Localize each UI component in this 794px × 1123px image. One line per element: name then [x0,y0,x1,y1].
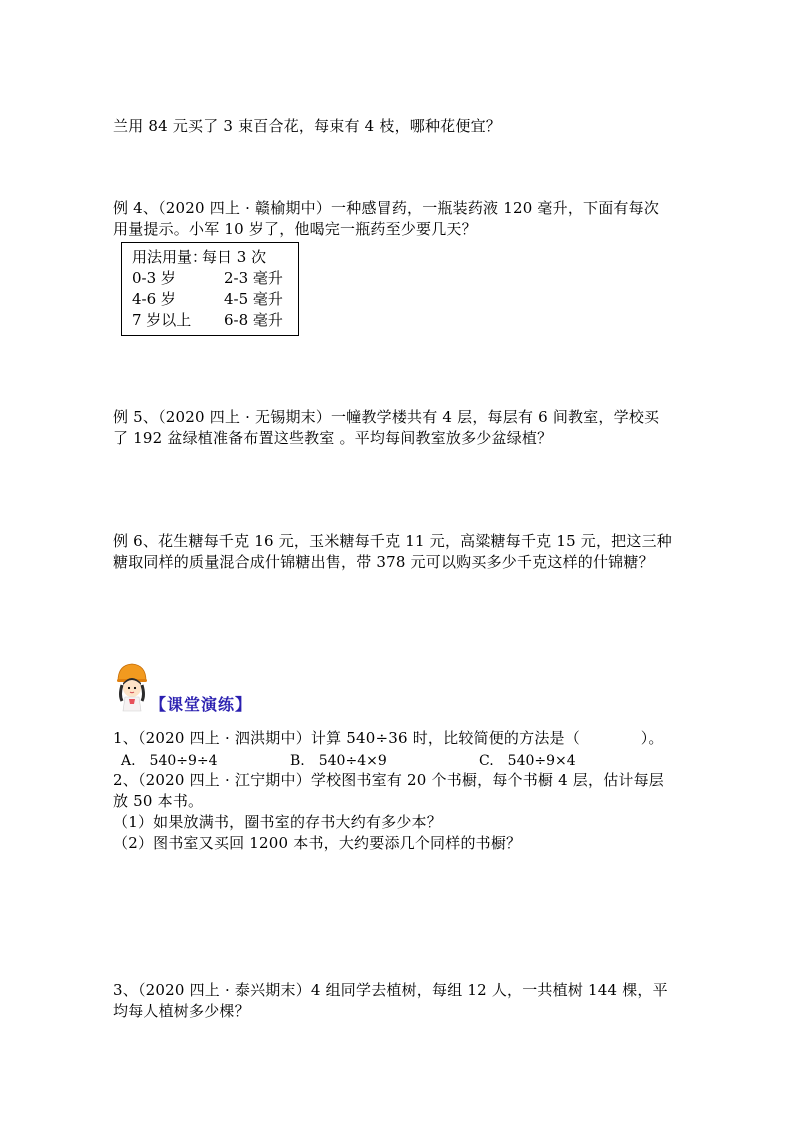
option-c: C. 540÷9×4 [479,753,576,769]
dosage-age: 4-6 岁 [132,290,176,308]
practice-section-title: 【课堂演练】 [150,695,253,714]
dosage-amount: 6-8 毫升 [224,311,283,329]
example-5-text: 了 192 盆绿植准备布置这些教室 。平均每间教室放多少盆绿植？ [113,429,553,447]
dosage-header-row [132,247,298,268]
example-6-text: 例 6、花生糖每千克 16 元，玉米糖每千克 11 元，高粱糖每千克 15 元，把这三种 [113,532,672,550]
question-2-sub-1: （1）如果放满书，圈书室的存书大约有多少本？ [113,813,442,831]
dosage-table [121,242,299,336]
dosage-row [132,310,298,331]
question-1-text: 1、（2020 四上 · 泗洪期中）计算 540÷36 时，比较简便的方法是（ ）。 [113,729,664,747]
problem-text: 兰用 84 元买了 3 束百合花，每束有 4 枝，哪种花便宜？ [113,117,501,135]
example-4-text: 例 4、（2020 四上 · 赣榆期中）一种感冒药，一瓶装药液 120 毫升，下面有每次 [113,199,660,217]
dosage-age: 7 岁以上 [132,311,192,329]
example-4-text: 用量提示。小军 10 岁了，他喝完一瓶药至少要几天？ [113,220,477,238]
question-2-text: 2、（2020 四上 · 江宁期中）学校图书室有 20 个书橱，每个书橱 4 层，估计每层 [113,771,664,789]
dosage-row [132,289,298,310]
dosage-amount: 2-3 毫升 [224,269,283,287]
dosage-amount: 4-5 毫升 [224,290,283,308]
dosage-header-label: 用法用量： [132,248,208,266]
question-2-sub-2: （2）图书室又买回 1200 本书，大约要添几个同样的书橱？ [113,834,522,852]
example-5-text: 例 5、（2020 四上 · 无锡期末）一幢教学楼共有 4 层，每层有 6 间教室，学校买 [113,408,660,426]
question-3-text: 均每人植树多少棵？ [113,1002,250,1020]
dosage-age: 0-3 岁 [132,269,176,287]
example-6-text: 糖取同样的质量混合成什锦糖出售，带 378 元可以购买多少千克这样的什锦糖？ [113,553,654,571]
question-2-text: 放 50 本书。 [113,792,204,810]
option-b: B. 540÷4×9 [290,753,387,769]
question-3-text: 3、（2020 四上 · 泰兴期末）4 组同学去植树，每组 12 人，一共植树 144 棵，平 [113,981,668,999]
girl-mascot-icon [114,661,150,713]
dosage-header-value: 每日 3 次 [202,248,267,266]
dosage-row [132,268,298,289]
option-a: A. 540÷9÷4 [121,753,218,769]
